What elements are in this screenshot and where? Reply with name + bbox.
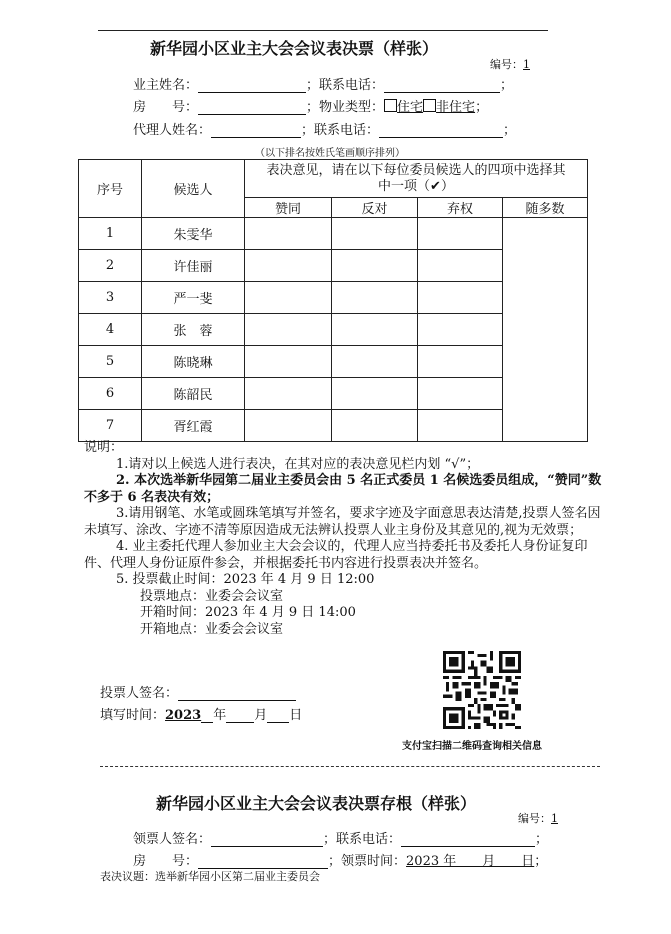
stub-recv-sign-label: 领票人签名： [133, 832, 212, 847]
header-follow-majority: 随多数 [503, 198, 588, 218]
qr-code-icon[interactable] [443, 651, 521, 729]
stub-phone-label: ；联系电话： [323, 832, 402, 847]
instruction-4: 4. 业主委托代理人参加业主大会会议的，代理人应当持委托书及委托人身份证复印件、代理人身份证原件参会，并根据委托书内容进行投票表决并签名。 [84, 539, 588, 571]
instruction-1: 1.请对以上候选人进行表决，在其对应的表决意见栏内划 “√”； [116, 456, 480, 472]
stub-serial-value: 1 [551, 812, 558, 825]
serial-label: 编号： [490, 58, 523, 71]
stub-room-label: 房 号： [133, 854, 199, 869]
oppose-cell[interactable] [332, 282, 418, 314]
voting-table [78, 159, 588, 442]
stub-recv-line [133, 828, 548, 847]
abstain-cell[interactable] [418, 314, 503, 346]
open-location: 开箱地点：业委会会议室 [140, 621, 284, 637]
agent-phone-label: ；联系电话： [301, 123, 380, 138]
stub-serial-number [518, 810, 558, 826]
agree-cell[interactable] [245, 346, 332, 378]
abstain-cell[interactable] [418, 410, 503, 442]
table-header-row [79, 160, 588, 198]
oppose-cell[interactable] [332, 250, 418, 282]
agree-cell[interactable] [245, 314, 332, 346]
fill-day-field[interactable] [267, 708, 289, 723]
row-candidate: 胥红霞 [142, 410, 245, 442]
room-field[interactable] [198, 100, 306, 115]
serial-number [490, 56, 530, 72]
owner-name-field[interactable] [198, 78, 306, 93]
stub-serial-label: 编号： [518, 812, 551, 825]
owner-name-label: 业主姓名： [133, 78, 199, 93]
stub-recv-time-label: ；领票时间： [328, 854, 407, 869]
follow-majority-cell[interactable] [503, 218, 588, 442]
row-candidate: 陈韶民 [142, 378, 245, 410]
tear-off-line [100, 766, 600, 767]
oppose-cell[interactable] [332, 314, 418, 346]
agent-name-field[interactable] [211, 123, 301, 138]
oppose-cell[interactable] [332, 378, 418, 410]
year-unit: 年 [213, 708, 227, 723]
voter-sign-label: 投票人签名： [100, 686, 179, 701]
year-pad [201, 708, 213, 723]
row-candidate: 张 蓉 [142, 314, 245, 346]
serial-value: 1 [523, 58, 530, 71]
stub-phone-field[interactable] [401, 832, 535, 847]
row-seq: 6 [79, 378, 142, 410]
residential-checkbox[interactable] [384, 99, 397, 112]
agree-cell[interactable] [245, 378, 332, 410]
abstain-cell[interactable] [418, 378, 503, 410]
row-candidate: 严一斐 [142, 282, 245, 314]
stub-recv-sign-field[interactable] [211, 832, 323, 847]
instruction-2: 2. 本次选举新华园第二届业主委员会由 5 名正式委员 1 名候选委员组成，“赞同”数不多于 6 名表决有效； [84, 473, 602, 505]
row-candidate: 许佳丽 [142, 250, 245, 282]
instructions [84, 440, 604, 638]
abstain-cell[interactable] [418, 218, 503, 250]
semicolon: ； [535, 832, 549, 847]
instructions-heading: 说明： [84, 440, 124, 455]
room-label: 房 号： [133, 100, 199, 115]
row-seq: 7 [79, 410, 142, 442]
stub-recv-time-value[interactable]: 2023 年 月 日 [406, 854, 535, 869]
owner-phone-label: ；联系电话： [306, 78, 385, 93]
fill-time-line [100, 704, 302, 723]
header-seq: 序号 [79, 160, 142, 218]
fill-time-label: 填写时间： [100, 708, 166, 723]
row-candidate: 陈晓琳 [142, 346, 245, 378]
abstain-cell[interactable] [418, 346, 503, 378]
row-candidate: 朱雯华 [142, 218, 245, 250]
row-seq: 3 [79, 282, 142, 314]
property-type-options [384, 100, 475, 115]
qr-caption: 支付宝扫描二维码查询相关信息 [402, 741, 542, 752]
open-time: 开箱时间：2023 年 4 月 9 日 14:00 [140, 605, 356, 620]
agent-phone-field[interactable] [379, 123, 503, 138]
owner-phone-field[interactable] [384, 78, 500, 93]
stub-room-line [133, 850, 547, 869]
header-agree: 赞同 [245, 198, 332, 218]
non-residential-checkbox[interactable] [423, 99, 436, 112]
ballot-title: 新华园小区业主大会会议表决票（样张） [150, 39, 439, 58]
stub-title: 新华园小区业主大会会议表决票存根（样张） [156, 794, 477, 813]
top-rule [98, 30, 548, 31]
property-type-label: ；物业类型： [306, 100, 385, 115]
stub-subject: 表决议题：选举新华园小区第二届业主委员会 [100, 870, 320, 883]
residential-label: 住宅 [397, 100, 424, 115]
agent-info-line [133, 119, 516, 138]
row-seq: 1 [79, 218, 142, 250]
header-opinion: 表决意见，请在以下每位委员候选人的四项中选择其中一项（✔） [245, 160, 588, 198]
voter-sign-line [100, 682, 296, 701]
owner-info-line [133, 74, 513, 93]
instruction-3: 3.请用钢笔、水笔或圆珠笔填写并签名，要求字迹及字面意思表达清楚,投票人签名因未填写、涂改、字迹不清等原因造成无法辨认投票人业主身份及其意见的,视为无效票； [84, 506, 601, 538]
row-seq: 4 [79, 314, 142, 346]
non-residential-label: 非住宅 [436, 100, 476, 115]
semicolon: ； [500, 78, 514, 93]
agree-cell[interactable] [245, 282, 332, 314]
order-note: （以下排名按姓氏笔画顺序排列） [255, 148, 405, 159]
stub-room-field[interactable] [198, 854, 328, 869]
voter-sign-field[interactable] [178, 686, 296, 701]
table-row [79, 218, 588, 250]
row-seq: 2 [79, 250, 142, 282]
fill-year: 2023 [165, 708, 202, 723]
semicolon: ； [503, 123, 517, 138]
agree-cell[interactable] [245, 250, 332, 282]
semicolon: ； [534, 854, 548, 869]
vote-location: 投票地点：业委会会议室 [140, 588, 284, 604]
day-unit: 日 [289, 708, 303, 723]
header-abstain: 弃权 [418, 198, 503, 218]
header-oppose: 反对 [332, 198, 418, 218]
row-seq: 5 [79, 346, 142, 378]
agree-cell[interactable] [245, 218, 332, 250]
header-candidate: 候选人 [142, 160, 245, 218]
fill-month-field[interactable] [226, 708, 254, 723]
oppose-cell[interactable] [332, 410, 418, 442]
agent-name-label: 代理人姓名： [133, 123, 212, 138]
instruction-5: 5. 投票截止时间：2023 年 4 月 9 日 12:00 [116, 572, 375, 587]
room-info-line [133, 96, 488, 115]
semicolon: ； [475, 100, 489, 115]
oppose-cell[interactable] [332, 346, 418, 378]
abstain-cell[interactable] [418, 250, 503, 282]
abstain-cell[interactable] [418, 282, 503, 314]
month-unit: 月 [254, 708, 268, 723]
oppose-cell[interactable] [332, 218, 418, 250]
agree-cell[interactable] [245, 410, 332, 442]
